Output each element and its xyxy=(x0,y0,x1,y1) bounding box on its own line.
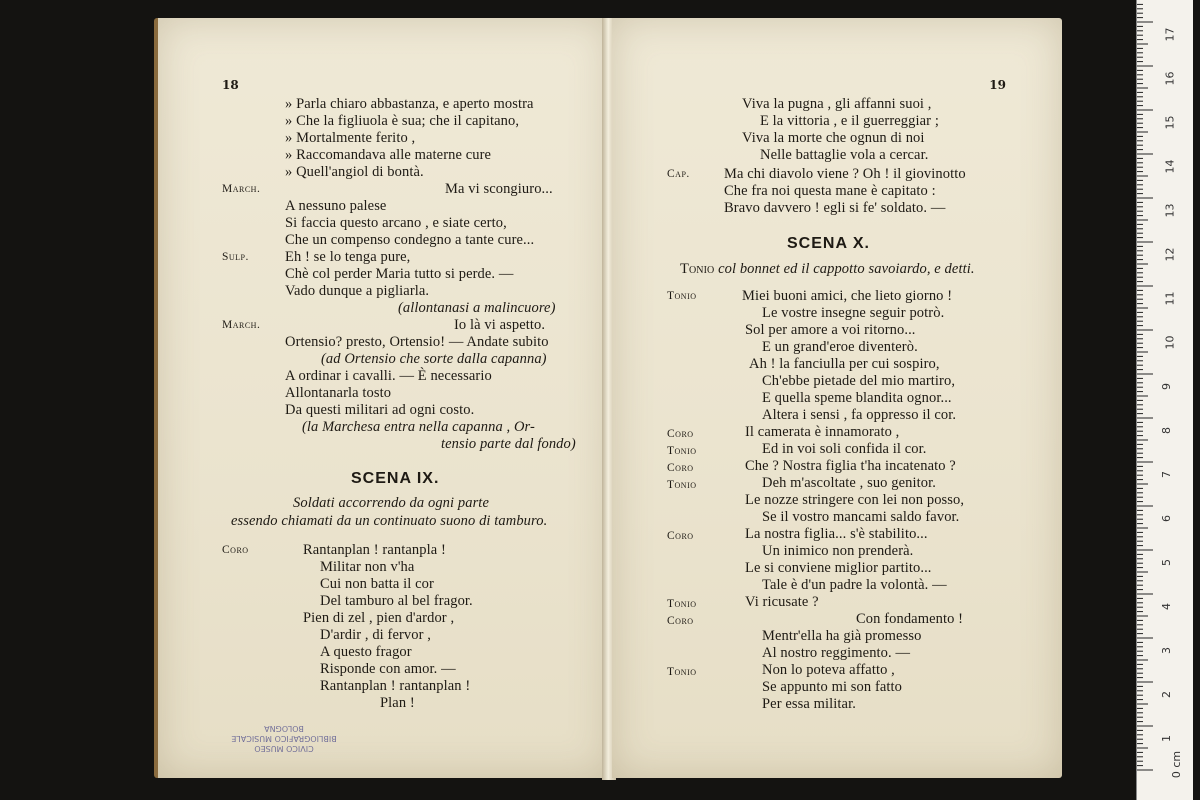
ruler-mark: 16 xyxy=(1163,71,1177,86)
ruler-mark: 13 xyxy=(1163,203,1177,218)
speaker-label: Coro xyxy=(222,544,249,556)
text-line: Non lo poteva affatto , xyxy=(762,662,895,678)
speaker-label: Sulp. xyxy=(222,251,249,263)
left-page xyxy=(154,18,610,778)
page-number: 19 xyxy=(989,78,1006,92)
text-line: Le si conviene miglior partito... xyxy=(745,560,932,576)
library-stamp xyxy=(214,723,354,753)
character-name: Tonio xyxy=(680,261,715,277)
text-line: Rantanplan ! rantanpla ! xyxy=(303,542,446,558)
text-line: Mentr'ella ha già promesso xyxy=(762,628,922,644)
text-line: Le nozze stringere con lei non posso, xyxy=(745,492,965,508)
text-line: » Quell'angiol di bontà. xyxy=(285,164,424,180)
text-line: Da questi militari ad ogni costo. xyxy=(285,402,475,418)
text-line: Se il vostro mancami saldo favor. xyxy=(762,509,960,525)
ruler-mark: 17 xyxy=(1163,27,1177,42)
text-line: Militar non v'ha xyxy=(320,559,415,575)
ruler-mark: 2 xyxy=(1160,691,1173,698)
speaker-label: Tonio xyxy=(667,479,697,491)
right-page xyxy=(612,18,1062,778)
text-line: Nelle battaglie vola a cercar. xyxy=(760,147,929,163)
text-line: Al nostro reggimento. — xyxy=(762,645,911,661)
speaker-label: March. xyxy=(222,183,261,195)
page-number: 18 xyxy=(222,78,239,92)
text-line: Allontanarla tosto xyxy=(285,385,392,401)
text-line: Vado dunque a pigliarla. xyxy=(285,283,430,299)
text-line: Pien di zel , pien d'ardor , xyxy=(303,610,455,626)
stamp-line: BOLOGNA xyxy=(264,724,304,733)
text-line: Altera i sensi , fa oppresso il cor. xyxy=(762,407,957,423)
text-line: A nessuno palese xyxy=(285,198,387,214)
text-line: E la vittoria , e il guerreggiar ; xyxy=(760,113,939,129)
speaker-label: Cap. xyxy=(667,168,690,180)
speaker-label: Coro xyxy=(667,428,694,440)
speaker-label: Coro xyxy=(667,530,694,542)
speaker-label: Tonio xyxy=(667,290,697,302)
ruler-mark: 9 xyxy=(1160,383,1173,390)
text-line: Viva la morte che ognun di noi xyxy=(742,130,925,146)
speaker-label: Coro xyxy=(667,462,694,474)
speaker-label: Tonio xyxy=(667,445,697,457)
scene-title: SCENA IX. xyxy=(351,470,440,487)
ruler-mark: 12 xyxy=(1163,247,1177,262)
text-line: Bravo davvero ! egli si fe' soldato. — xyxy=(724,200,946,216)
text-line: Chè col perder Maria tutto si perde. — xyxy=(285,266,514,282)
text-line: Deh m'ascoltate , suo genitor. xyxy=(762,475,936,491)
stage-direction: tensio parte dal fondo) xyxy=(441,436,576,452)
text-line: Le vostre insegne seguir potrò. xyxy=(762,305,945,321)
text-line: D'ardir , di fervor , xyxy=(320,627,432,643)
text-line: E un grand'eroe diventerò. xyxy=(762,339,918,355)
ruler-mark: 1 xyxy=(1160,735,1173,742)
text-line: A questo fragor xyxy=(320,644,412,660)
text-line: La nostra figlia... s'è stabilito... xyxy=(745,526,928,542)
scene-direction xyxy=(680,261,975,278)
text-line: Miei buoni amici, che lieto giorno ! xyxy=(742,288,953,304)
text-line: Ed in voi soli confida il cor. xyxy=(762,441,927,457)
stage-direction: essendo chiamati da un continuato suono di tamburo. xyxy=(231,513,548,529)
speaker-label: Tonio xyxy=(667,666,697,678)
measurement-ruler xyxy=(1136,0,1193,800)
stage-direction: (ad Ortensio che sorte dalla capanna) xyxy=(321,351,547,367)
ruler-mark: 14 xyxy=(1163,159,1177,174)
ruler-mark: 10 xyxy=(1163,335,1177,350)
speaker-label: March. xyxy=(222,319,261,331)
ruler-mark: 6 xyxy=(1160,515,1173,522)
scene-title: SCENA X. xyxy=(787,235,870,252)
ruler-mark: 7 xyxy=(1160,471,1173,478)
text-line: Un inimico non prenderà. xyxy=(762,543,914,559)
text-line: Ma vi scongiuro... xyxy=(445,181,553,197)
ruler-unit-label: 0 cm xyxy=(1170,750,1184,779)
text-line: » Mortalmente ferito , xyxy=(285,130,416,146)
text-line: Con fondamento ! xyxy=(856,611,964,627)
text-line: Cui non batta il cor xyxy=(320,576,434,592)
stage-direction: (la Marchesa entra nella capanna , Or- xyxy=(302,419,535,435)
text-line: » Raccomandava alle materne cure xyxy=(285,147,492,163)
speaker-label: Coro xyxy=(667,615,694,627)
text-line: Che fra noi questa mane è capitato : xyxy=(724,183,936,199)
text-line: Io là vi aspetto. xyxy=(454,317,546,333)
text-line: Il camerata è innamorato , xyxy=(745,424,900,440)
ruler-mark: 5 xyxy=(1160,559,1173,566)
text-line: Che ? Nostra figlia t'ha incatenato ? xyxy=(745,458,956,474)
ruler-mark: 15 xyxy=(1163,115,1177,130)
ruler-mark: 11 xyxy=(1163,291,1177,306)
text-line: Per essa militar. xyxy=(762,696,856,712)
text-line: Eh ! se lo tenga pure, xyxy=(285,249,411,265)
speaker-label: Tonio xyxy=(667,598,697,610)
text-line: A ordinar i cavalli. — È necessario xyxy=(285,368,492,384)
stage-direction: (allontanasi a malincuore) xyxy=(398,300,556,316)
text-line: Viva la pugna , gli affanni suoi , xyxy=(742,96,932,112)
text-line: » Che la figliuola è sua; che il capitano, xyxy=(285,113,520,129)
text-line: Del tamburo al bel fragor. xyxy=(320,593,473,609)
text-line: Si faccia questo arcano , e siate certo, xyxy=(285,215,507,231)
stamp-line: CIVICO MUSEO xyxy=(254,744,314,753)
text-line: Tale è d'un padre la volontà. — xyxy=(762,577,947,593)
open-book xyxy=(150,18,1065,780)
ruler-mark: 8 xyxy=(1160,427,1173,434)
text-line: E quella speme blandita ognor... xyxy=(762,390,952,406)
text-line: Se appunto mi son fatto xyxy=(762,679,903,695)
text-line: Rantanplan ! rantanplan ! xyxy=(320,678,471,694)
text-line: Ortensio? presto, Ortensio! — Andate subito xyxy=(285,334,549,350)
text-line: Che un compenso condegno a tante cure... xyxy=(285,232,535,248)
text-line: Plan ! xyxy=(380,695,415,711)
stage-direction: Soldati accorrendo da ogni parte xyxy=(293,495,489,511)
text-line: Ch'ebbe pietade del mio martiro, xyxy=(762,373,956,389)
stage-direction: col bonnet ed il cappotto savoiardo, e detti. xyxy=(718,261,975,277)
text-line: Risponde con amor. — xyxy=(320,661,456,677)
stamp-line: BIBLIOGRAFICO MUSICALE xyxy=(231,734,337,743)
text-line: Ah ! la fanciulla per cui sospiro, xyxy=(749,356,940,372)
text-line: Ma chi diavolo viene ? Oh ! il giovinotto xyxy=(724,166,966,182)
text-line: Vi ricusate ? xyxy=(745,594,819,610)
ruler-mark: 4 xyxy=(1160,603,1173,610)
text-line: Sol per amore a voi ritorno... xyxy=(745,322,916,338)
ruler-mark: 3 xyxy=(1160,647,1173,654)
text-line: » Parla chiaro abbastanza, e aperto mostra xyxy=(285,96,534,112)
